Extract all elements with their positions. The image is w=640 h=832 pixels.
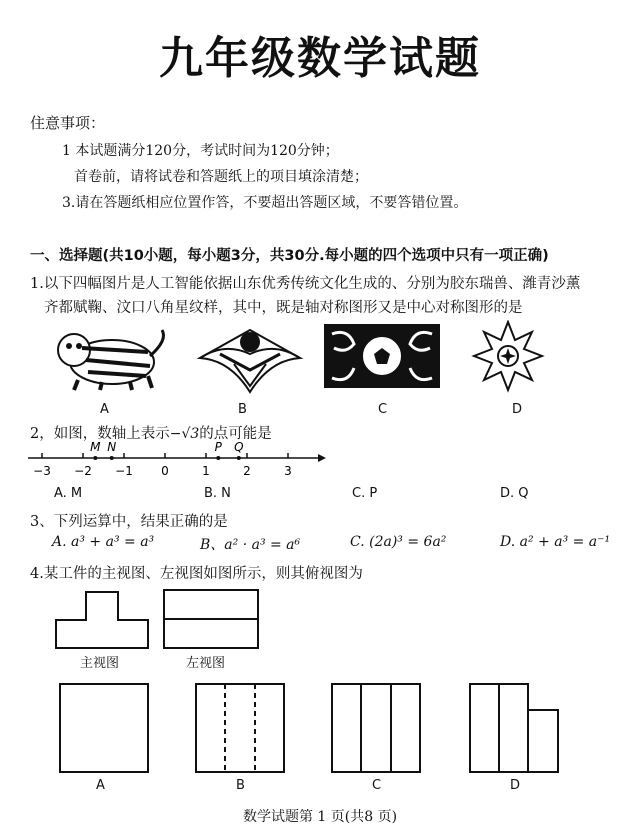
eight-point-star-image <box>474 322 542 390</box>
q1-option-a-label: A <box>100 402 109 417</box>
q2-option-c: C. P <box>352 486 378 501</box>
section-heading-choice: 一、选择题(共10小题，每小题3分，共30分.每小题的四个选项中只有一项正确) <box>30 248 549 264</box>
q4-stem: 4.某工件的主视图、左视图如图所示，则其俯视图为 <box>30 566 363 582</box>
option-c-shape <box>332 684 420 772</box>
q1-option-c-label: C <box>378 402 388 417</box>
q1-option-d-label: D <box>512 402 523 417</box>
notice-item-2: 首卷前，请将试卷和答题纸上的项目填涂清楚； <box>74 169 368 185</box>
notice-item-3: 3.请在答题纸相应位置作答，不要超出答题区域，不要答错位置。 <box>62 195 468 211</box>
front-view-shape <box>56 592 148 648</box>
option-d-shape <box>470 684 558 772</box>
number-line <box>26 440 326 480</box>
number-line-tick-label: −1 <box>115 464 133 478</box>
q2-stem-post: 的点可能是 <box>199 426 272 442</box>
q3-option-b: B、a² · a³ = a⁶ <box>200 537 301 553</box>
q2-option-d: D. Q <box>500 486 529 501</box>
number-line-tick-label: −2 <box>74 464 92 478</box>
number-line-point <box>93 456 97 460</box>
option-b-shape <box>196 684 284 772</box>
q2-stem-expr: −√3 <box>169 426 200 442</box>
notice-item-1: 1 本试题满分120分，考试时间为120分钟； <box>62 143 339 159</box>
number-line-point-label: N <box>107 440 117 454</box>
number-line-point <box>237 456 241 460</box>
left-view-label: 左视图 <box>186 656 226 671</box>
page-title: 九年级数学试题 <box>159 33 481 84</box>
number-line-point <box>216 456 220 460</box>
q4-option-b-label: B <box>236 778 245 793</box>
number-line-tick-label: 2 <box>243 464 251 478</box>
q1-figures <box>40 320 630 400</box>
number-line-tick-label: 1 <box>202 464 210 478</box>
q4-option-a-label: A <box>96 778 105 793</box>
number-line-point <box>110 456 114 460</box>
q3-option-c: C. (2a)³ = 6a² <box>350 534 447 550</box>
kite-image <box>200 330 300 392</box>
q3-stem: 3、下列运算中，结果正确的是 <box>30 514 228 530</box>
q1-option-b-label: B <box>238 402 247 417</box>
number-line-tick-label: −3 <box>33 464 51 478</box>
q2-option-a: A. M <box>54 486 83 501</box>
q4-option-d-label: D <box>510 778 521 793</box>
q1-stem-line2: 齐都赋鞠、汶口八角星纹样，其中，既是轴对称图形又是中心对称图形的是 <box>44 300 523 316</box>
number-line-point-label: P <box>214 440 222 454</box>
q3-option-d: D. a² + a³ = a⁻¹ <box>500 534 611 550</box>
q4-figures <box>50 584 610 784</box>
number-line-tick-label: 0 <box>161 464 169 478</box>
tiger-image <box>58 330 164 390</box>
option-a-shape <box>60 684 148 772</box>
q3-option-a: A. a³ + a³ = a³ <box>52 534 155 550</box>
left-view-shape <box>164 590 258 648</box>
number-line-tick-label: 3 <box>284 464 292 478</box>
number-line-point-label: Q <box>234 440 244 454</box>
front-view-label: 主视图 <box>80 656 120 671</box>
q1-stem-line1: 1.以下四幅图片是人工智能依据山东优秀传统文化生成的、分别为胶东瑞兽、潍青沙薰 <box>30 276 581 292</box>
ball-pattern-image <box>324 324 440 388</box>
notice-heading: 住意事项： <box>30 114 106 132</box>
q4-option-c-label: C <box>372 778 382 793</box>
q2-stem-pre: 2，如图，数轴上表示 <box>30 426 170 442</box>
page-footer: 数学试题第 1 页(共8 页) <box>242 809 398 825</box>
number-line-point-label: M <box>90 440 101 454</box>
q2-option-b: B. N <box>204 486 231 501</box>
